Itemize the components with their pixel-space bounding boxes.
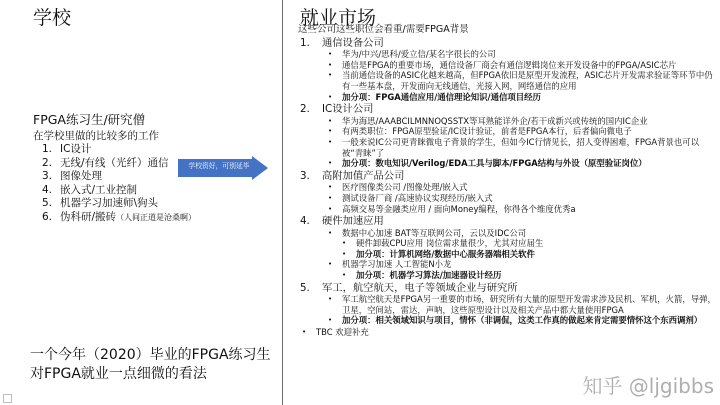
bullet-text: 加分项：数电知识/Verilog/EDA工具与脚本/FPGA结构与外设（原型验证岗位） bbox=[342, 158, 647, 169]
item-text: 机器学习加速师\狗头 bbox=[60, 197, 159, 210]
item-text: 图像处理 bbox=[60, 170, 102, 183]
center-divider bbox=[282, 0, 283, 405]
bullet-text: 医疗图像类公司 /图像处理/嵌入式 bbox=[342, 182, 468, 193]
bullet-item bbox=[328, 315, 716, 326]
section-number: 1. bbox=[300, 36, 310, 49]
section-number: 5. bbox=[300, 281, 310, 294]
bullet-item bbox=[328, 126, 716, 137]
bullet-text: 加分项：FPGA通信应用/通信理论知识/通信项目经历 bbox=[342, 91, 541, 102]
bullet-text: 华为海思/AAABCILMNNOQSSTX等耳熟能详外企/若干成新兴或传统的国内IC企业 bbox=[342, 115, 648, 126]
left-description: 在学校里做的比较多的工作 bbox=[33, 130, 159, 142]
job-market-sections bbox=[298, 37, 716, 326]
bullet-item bbox=[328, 193, 716, 204]
item-text: IC设计 bbox=[60, 143, 92, 155]
tbc-text: TBC 欢迎补充 bbox=[316, 327, 369, 338]
school-work-item bbox=[18, 197, 196, 211]
bullet-icon: • bbox=[342, 239, 347, 248]
bullet-icon: • bbox=[328, 295, 333, 304]
watermark: 知乎 @ljgibbs bbox=[582, 374, 714, 398]
school-work-list bbox=[18, 143, 196, 225]
bullet-item bbox=[342, 249, 716, 260]
bullet-icon: • bbox=[328, 71, 333, 80]
section-heading bbox=[298, 103, 716, 116]
section-title: 通信设备公司 bbox=[322, 36, 384, 49]
bullet-text: 硬件卸载CPU应用 岗位需求量很少，尤其对应届生 bbox=[356, 238, 544, 249]
section-title: IC设计公司 bbox=[322, 103, 374, 116]
section-number: 4. bbox=[300, 215, 310, 228]
bullet-icon: • bbox=[328, 228, 333, 237]
arrow-label: 学校资好，可别延毕 bbox=[188, 162, 250, 170]
job-market-content bbox=[298, 25, 716, 338]
bullet-icon: • bbox=[328, 316, 333, 325]
item-number: 4. bbox=[41, 183, 52, 196]
left-subtitle: FPGA练习生/研究僧 bbox=[33, 112, 146, 127]
section-title: 军工，航空航天，电子等领域企业与研究所 bbox=[322, 281, 518, 294]
bullet-item bbox=[328, 158, 716, 169]
slide-corner-icon bbox=[3, 394, 12, 403]
school-work-item bbox=[18, 184, 196, 198]
bullet-text: 机器学习加速 人工智能N小龙 bbox=[342, 259, 452, 270]
bottom-caption bbox=[30, 346, 271, 384]
bullet-item bbox=[328, 116, 716, 127]
bullet-text: 加分项：相关领域知识与项目，情怀（非调侃，这类工作真的做起来肯定需要情怀这个东西调剂） bbox=[342, 315, 703, 326]
bullet-item bbox=[328, 70, 716, 91]
bullet-text: 高频交易等金融类应用 / 面向Money编程，你得各个维度优秀a bbox=[342, 203, 576, 214]
bullet-item bbox=[328, 294, 716, 315]
item-text: 伪科研/搬砖 bbox=[60, 210, 117, 223]
bullet-text: 有两类职位：FPGA原型验证/IC设计验证，前者是FPGA本行，后者偏向微电子 bbox=[342, 126, 632, 137]
item-number: 5. bbox=[41, 197, 52, 210]
bullet-icon: • bbox=[342, 249, 347, 258]
bullet-icon: • bbox=[328, 193, 333, 202]
item-text: 无线/有线（光纤）通信 bbox=[60, 156, 169, 169]
bullet-icon: • bbox=[328, 183, 333, 192]
bullet-icon: • bbox=[342, 271, 347, 280]
section-number: 3. bbox=[300, 169, 310, 182]
bullet-text: 华为/中兴/思科/爱立信/某名字很长的公司 bbox=[342, 49, 496, 60]
section-heading bbox=[298, 170, 716, 183]
section-heading bbox=[298, 215, 716, 228]
bullet-item bbox=[328, 259, 716, 270]
section-number: 2. bbox=[300, 103, 310, 116]
bullet-item bbox=[328, 204, 716, 215]
school-work-item bbox=[18, 211, 196, 225]
bullet-item bbox=[328, 137, 716, 158]
bullet-text: 一般来说IC公司更青睐微电子背景的学生，但如今IC行情见长，招人变得困难，FPGA背景也可以被“青睐”了 bbox=[342, 136, 699, 158]
right-title: 就业市场 bbox=[300, 7, 377, 29]
bullet-text: 加分项：机器学习算法/加速器设计经历 bbox=[356, 270, 502, 281]
bullet-text: 军工航空航天是FPGA另一重要的市场，研究所有大量的原型开发需求涉及民机、军机，火箭，导弹，卫星，空间站，雷达，声呐，这些原型设计以及相关产品中都大量使用FPGA bbox=[342, 294, 716, 315]
bullet-text: 当前通信设备的ASIC化越来越高，但FPGA依旧是原型开发流程，ASIC芯片开发需求验证等环节中仍有一些基本盘，开发面向无线通信，光接入网，网络通信的应用 bbox=[342, 70, 713, 91]
bullet-icon: • bbox=[328, 260, 333, 269]
bullet-icon: • bbox=[328, 116, 333, 125]
bullet-icon: • bbox=[328, 60, 333, 69]
bullet-item bbox=[328, 60, 716, 71]
bullet-item bbox=[328, 49, 716, 60]
bottom-caption-line1: 一个今年（2020）毕业的FPGA练习生 bbox=[30, 347, 271, 363]
item-number: 2. bbox=[41, 156, 52, 169]
tbc-note bbox=[302, 327, 716, 338]
bullet-item bbox=[342, 270, 716, 281]
section-heading bbox=[298, 282, 716, 295]
school-work-item bbox=[18, 157, 196, 171]
bottom-caption-line2: 对FPGA就业一点细微的看法 bbox=[30, 366, 207, 382]
bullet-item bbox=[328, 228, 716, 239]
item-number: 1. bbox=[41, 143, 52, 155]
school-work-item bbox=[18, 143, 196, 157]
left-title: 学校 bbox=[33, 7, 72, 29]
item-number: 6. bbox=[41, 210, 52, 223]
bullet-text: 测试设备厂商 /高速协议实现经历/嵌入式 bbox=[342, 192, 493, 203]
bullet-icon: • bbox=[328, 92, 333, 101]
section-title: 高附加值产品公司 bbox=[322, 169, 405, 182]
item-number: 3. bbox=[41, 170, 52, 183]
bullet-item bbox=[328, 182, 716, 193]
bullet-icon: • bbox=[328, 50, 333, 59]
school-work-item bbox=[18, 170, 196, 184]
bullet-item bbox=[342, 238, 716, 249]
bullet-icon: • bbox=[302, 328, 307, 337]
job-market-intro: 这些公司这些职位会看重/需要FPGA背景 bbox=[298, 24, 469, 35]
bullet-text: 数据中心加速 BAT等互联网公司，云以及IDC公司 bbox=[342, 227, 527, 238]
section-heading bbox=[298, 37, 716, 50]
bullet-icon: • bbox=[328, 204, 333, 213]
bullet-icon: • bbox=[328, 159, 333, 168]
bullet-icon: • bbox=[328, 127, 333, 136]
item-note: （人间正道是沧桑啊） bbox=[116, 212, 197, 222]
item-text: 嵌入式/工业控制 bbox=[60, 183, 138, 196]
bullet-text: 加分项：计算机网络/数据中心服务器端相关软件 bbox=[356, 248, 535, 259]
bullet-icon: • bbox=[328, 137, 333, 146]
section-title: 硬件加速应用 bbox=[322, 215, 384, 228]
bullet-item bbox=[328, 92, 716, 103]
bullet-text: 通信是FPGA的重要市场，通信设备厂商会有通信逻辑岗位来开发设备中的FPGA/ASIC芯片 bbox=[342, 59, 677, 70]
